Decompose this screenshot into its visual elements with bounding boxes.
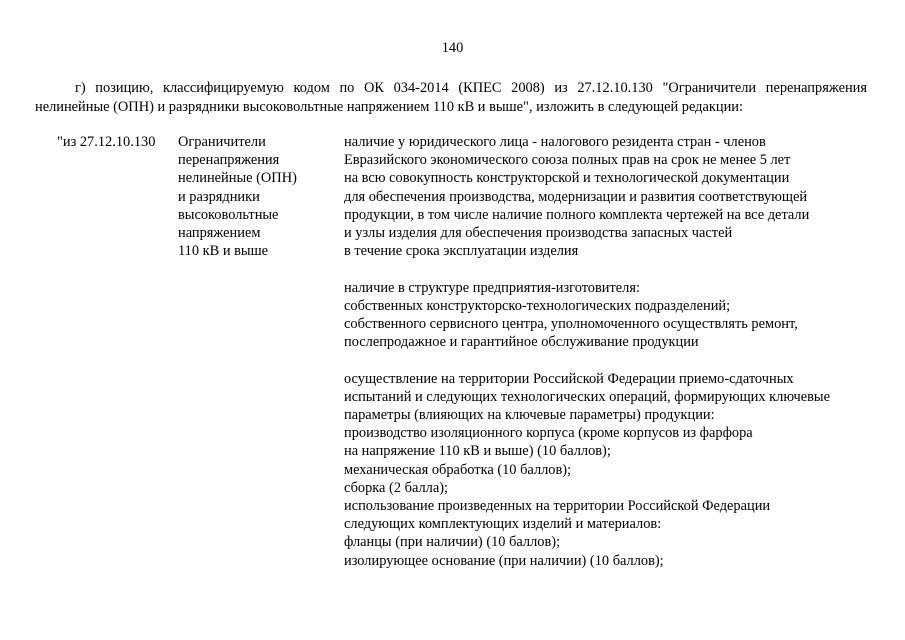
position-name-line: перенапряжения <box>178 152 280 169</box>
requirement-line: Евразийского экономического союза полных прав на срок не менее 5 лет <box>344 152 791 169</box>
requirement-line: параметры (влияющих на ключевые параметры) продукции: <box>344 407 715 424</box>
requirement-line: изолирующее основание (при наличии) (10 баллов); <box>344 552 664 569</box>
requirement-line: на напряжение 110 кВ и выше) (10 баллов); <box>344 443 611 460</box>
requirement-line: собственных конструкторско-технологических подразделений; <box>344 297 731 314</box>
requirement-line: следующих комплектующих изделий и материалов: <box>344 516 662 533</box>
requirement-line: механическая обработка (10 баллов); <box>344 461 572 478</box>
position-name-line: нелинейные (ОПН) <box>178 170 297 187</box>
requirement-paragraph-structure <box>344 279 874 352</box>
requirement-line: собственного сервисного центра, уполномоченного осуществлять ремонт, <box>344 316 798 333</box>
page-number: 140 <box>441 40 464 56</box>
requirement-line: для обеспечения производства, модернизации и развития соответствующей <box>344 188 808 205</box>
position-name <box>178 133 328 260</box>
requirement-line: наличие в структуре предприятия-изготовителя: <box>344 279 640 296</box>
position-name-line: 110 кВ и выше <box>178 243 269 260</box>
intro-paragraph: г) позицию, классифицируемую кодом по ОК 034-2014 (КПЕС 2008) из 27.12.10.130 "Ограничители перенапряжения нелинейные (ОПН) и разрядники высоковольтные напряжением 110 кВ и выше", изложить в следующей редакции: <box>35 80 867 115</box>
requirement-line: и узлы изделия для обеспечения производства запасных частей <box>344 225 733 242</box>
position-name-line: Ограничители <box>178 134 266 150</box>
requirement-line: фланцы (при наличии) (10 баллов); <box>344 534 561 551</box>
position-code: "из 27.12.10.130 <box>57 134 156 150</box>
requirements <box>344 133 874 588</box>
requirement-line: в течение срока эксплуатации изделия <box>344 243 579 260</box>
requirement-line: испытаний и следующих технологических операций, формирующих ключевые <box>344 388 830 405</box>
requirement-paragraph-operations <box>344 370 874 570</box>
position-name-line: напряжением <box>178 225 261 242</box>
requirement-line: производство изоляционного корпуса (кроме корпусов из фарфора <box>344 425 753 442</box>
requirement-line: осуществление на территории Российской Федерации приемо-сдаточных <box>344 370 794 387</box>
position-name-line: и разрядники <box>178 188 260 205</box>
requirement-line: наличие у юридического лица - налогового резидента стран - членов <box>344 134 766 150</box>
position-name-line: высоковольтные <box>178 206 279 223</box>
requirement-line: продукции, в том числе наличие полного комплекта чертежей на все детали <box>344 206 810 223</box>
requirement-paragraph-ownership <box>344 133 874 260</box>
requirement-line: послепродажное и гарантийное обслуживание продукции <box>344 334 699 351</box>
requirement-line: сборка (2 балла); <box>344 479 448 496</box>
requirement-line: на всю совокупность конструкторской и технологической документации <box>344 170 790 187</box>
requirement-line: использование произведенных на территории Российской Федерации <box>344 498 771 515</box>
